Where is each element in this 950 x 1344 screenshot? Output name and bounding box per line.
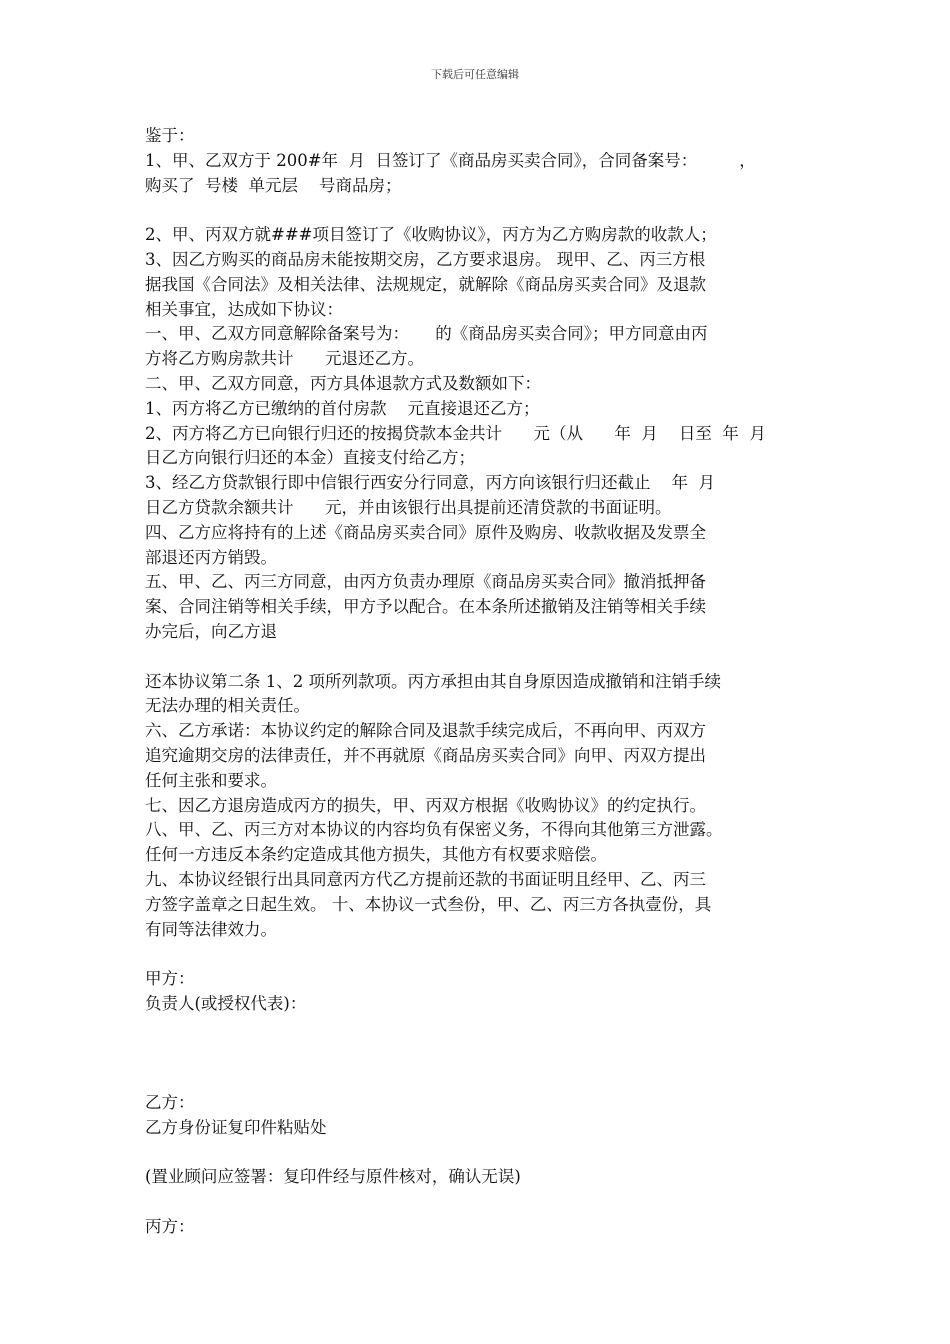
text-line: 1、甲、乙双方于 200#年 月 日签订了《商品房买卖合同》，合同备案号： ， bbox=[145, 150, 756, 170]
text-line: 二、甲、乙双方同意，丙方具体退款方式及数额如下： bbox=[145, 373, 541, 393]
blank-line bbox=[145, 1190, 825, 1215]
blank-line bbox=[145, 942, 825, 967]
signature-space bbox=[145, 1017, 825, 1067]
text-line: 有同等法律效力。 bbox=[145, 919, 277, 939]
blank-line bbox=[145, 198, 825, 223]
text-line: 九、本协议经银行出具同意丙方代乙方提前还款的书面证明且经甲、乙、丙三 bbox=[145, 869, 706, 889]
text-line: 案、合同注销等相关手续，甲方予以配合。在本条所述撤销及注销等相关手续 bbox=[145, 597, 706, 617]
text-line: 一、甲、乙双方同意解除备案号为： 的《商品房买卖合同》；甲方同意由丙 bbox=[145, 324, 708, 344]
text-line: 追究逾期交房的法律责任，并不再就原《商品房买卖合同》向甲、丙双方提出 bbox=[145, 745, 706, 765]
text-line: 五、甲、乙、丙三方同意，由丙方负责办理原《商品房买卖合同》撤消抵押备 bbox=[145, 572, 706, 592]
text-line: 还本协议第二条 1、2 项所列款项。丙方承担由其自身原因造成撤销和注销手续 bbox=[145, 671, 721, 691]
text-line: 相关事宜，达成如下协议： bbox=[145, 299, 343, 319]
text-line: 任何一方违反本条约定造成其他方损失，其他方有权要求赔偿。 bbox=[145, 845, 607, 865]
text-line: 3、经乙方贷款银行即中信银行西安分行同意，丙方向该银行归还截止 年 月 bbox=[145, 473, 715, 493]
text-line: 购买了 号楼 单元层 号商品房； bbox=[145, 175, 402, 195]
party-b-note: (置业顾问应签署：复印件经与原件核对，确认无误) bbox=[145, 1167, 521, 1187]
text-line: 2、甲、丙双方就###项目签订了《收购协议》，丙方为乙方购房款的收款人； bbox=[145, 225, 717, 245]
text-line: 方将乙方购房款共计 元退还乙方。 bbox=[145, 349, 424, 369]
text-line: 七、因乙方退房造成丙方的损失，甲、丙双方根据《收购协议》的约定执行。 bbox=[145, 795, 706, 815]
text-line: 据我国《合同法》及相关法律、法规规定，就解除《商品房买卖合同》及退款 bbox=[145, 274, 706, 294]
blank-line bbox=[145, 1066, 825, 1091]
text-line: 八、甲、乙、丙三方对本协议的内容均负有保密义务，不得向其他第三方泄露。 bbox=[145, 820, 723, 840]
text-line: 办完后，向乙方退 bbox=[145, 621, 277, 641]
text-line: 鉴于： bbox=[145, 126, 195, 145]
text-line: 方签字盖章之日起生效。 十、本协议一式叁份，甲、乙、丙三方各执壹份，具 bbox=[145, 894, 712, 914]
text-line: 日乙方贷款余额共计 元，并由该银行出具提前还清贷款的书面证明。 bbox=[145, 497, 672, 517]
text-line: 四、乙方应将持有的上述《商品房买卖合同》原件及购房、收款收据及发票全 bbox=[145, 522, 706, 542]
party-a-label: 甲方： bbox=[145, 969, 195, 989]
text-line: 1、丙方将乙方已缴纳的首付房款 元直接退还乙方； bbox=[145, 398, 540, 418]
party-c-label: 丙方： bbox=[145, 1217, 195, 1237]
party-a-representative: 负责人(或授权代表)： bbox=[145, 993, 307, 1013]
text-line: 3、因乙方购买的商品房未能按期交房，乙方要求退房。 现甲、乙、丙三方根 bbox=[145, 249, 706, 269]
text-line: 日乙方向银行归还的本金）直接支付给乙方； bbox=[145, 448, 475, 468]
party-b-label: 乙方： bbox=[145, 1093, 195, 1113]
text-line: 2、丙方将乙方已向银行归还的按揭贷款本金共计 元（从 年 月 日至 年 月 bbox=[145, 423, 766, 443]
blank-line bbox=[145, 1141, 825, 1166]
text-line: 六、乙方承诺：本协议约定的解除合同及退款手续完成后，不再向甲、丙双方 bbox=[145, 721, 706, 741]
blank-line bbox=[145, 645, 825, 670]
document-body bbox=[145, 124, 825, 1240]
party-b-id-paste-area: 乙方身份证复印件粘贴处 bbox=[145, 1117, 327, 1137]
text-line: 部退还丙方销毁。 bbox=[145, 547, 277, 567]
text-line: 无法办理的相关责任。 bbox=[145, 696, 310, 716]
text-line: 任何主张和要求。 bbox=[145, 770, 277, 790]
page-header: 下载后可任意编辑 bbox=[431, 68, 519, 81]
